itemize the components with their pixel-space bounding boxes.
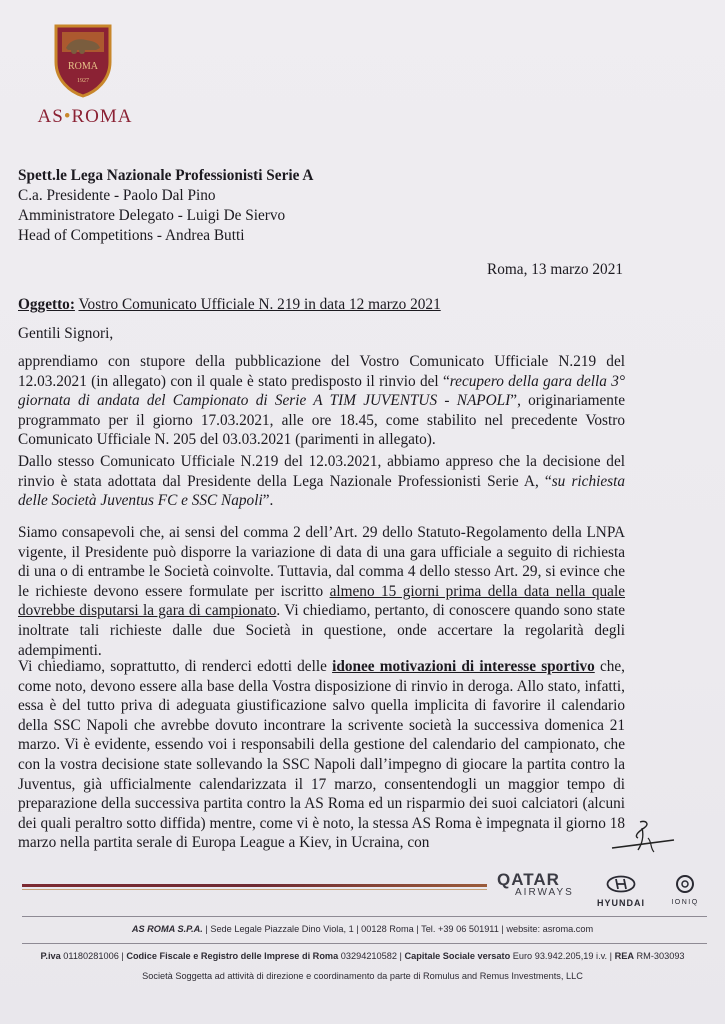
footer-company-line: AS ROMA S.P.A. | Sede Legale Piazzale Dino Viola, 1 | 00128 Roma | Tel. +39 06 501911 | website: asroma.com	[131, 924, 594, 934]
ioniq-label: IONIQ	[671, 899, 699, 906]
footer-divider	[22, 916, 707, 917]
ioniq-logo-icon	[660, 874, 710, 906]
greeting: Gentili Signori,	[18, 325, 114, 342]
paragraph-1: apprendiamo con stupore della pubblicazione del Vostro Comunicato Ufficiale N.219 del 12.03.2021 (in allegato) con il quale è stato predisposto il rinvio del “recupero della gara della 3° giornata di andata del Campionato di Serie A TIM JUVENTUS - NAPOLI”, originariamente programmato per il giorno 17.03.2021, alle ore 18.45, come stabilito nel precedente Vostro Comunicato Ufficiale N. 205 del 03.03.2021 (parimenti in allegato).	[18, 353, 626, 449]
subject-line	[18, 296, 441, 314]
addressee-line: Head of Competitions - Andrea Butti	[18, 227, 245, 244]
paragraph-3: Siamo consapevoli che, ai sensi del comma 2 dell’Art. 29 dello Statuto-Regolamento della LNPA vigente, il Presidente può disporre la variazione di data di una gara ufficiale a seguito di richiesta di una o di entrambe le Società coinvolte. Tuttavia, dal comma 4 dello stesso Art. 29, si evince che le richieste devono essere formulate per iscritto almeno 15 giorni prima della data nella quale dovrebbe disputarsi la gara di campionato. Vi chiediamo, pertanto, di conoscere quando sono state inoltrate tali richieste dalle due Società in questione, onde accertare la regolarità degli adempimenti.	[18, 524, 625, 659]
footer-rule-thin	[22, 889, 487, 890]
letter-date: Roma, 13 marzo 2021	[487, 261, 623, 278]
addressee-line: Amministratore Delegato - Luigi De Siervo	[18, 207, 286, 224]
svg-text:1927: 1927	[77, 78, 89, 84]
brand-wordmark: AS•ROMA	[37, 106, 133, 127]
addressee-line: C.a. Presidente - Paolo Dal Pino	[18, 187, 216, 204]
paragraph-4: Vi chiediamo, soprattutto, di renderci edotti delle idonee motivazioni di interesse sportivo che, come noto, devono essere alla base della Vostra disposizione di rinvio in deroga. Allo stato, infatti, essa è del tutto priva di adeguata giustificazione salvo quella implicita di favorire il calendario della SSC Napoli che avrebbe dovuto incontrare la scrivente società la successiva domenica 21 marzo. Vi è evidente, essendo voi i responsabili della gestione del calendario del campionato, che con la vostra decisione state sollevando la SSC Napoli dall’impegno di giocare la partita contro la Juventus, già ufficialmente calendarizzata il 17 marzo, consentendogli un maggior tempo di preparazione della successiva partita contro la AS Roma ed un risparmio dei suoi calciatori (alcuni dei quali peraltro sotto diffida) mentre, come vi è noto, la stessa AS Roma è impegnata il giorno 18 marzo nella partita serale di Europa League a Kiev, in Ucraina, con	[18, 658, 625, 852]
qatar-airways-logo-icon: QATAR AIRWAYS	[497, 870, 574, 898]
svg-text:ROMA: ROMA	[67, 61, 99, 72]
hyundai-logo-icon	[595, 875, 647, 908]
addressee-block	[18, 166, 313, 246]
footer-registry-line: P.iva 01180281006 | Codice Fiscale e Registro delle Imprese di Roma 03294210582 | Capitale Sociale versato Euro 93.942.205,19 i.v. | REA RM-303093	[40, 951, 685, 961]
footer-ownership-line: Società Soggetta ad attività di direzione e coordinamento da parte di Romulus and Remus Investments, LLC	[142, 971, 583, 981]
as-roma-crest-icon	[52, 22, 114, 98]
subject-label: Oggetto:	[18, 296, 75, 313]
footer-divider	[22, 943, 707, 944]
hyundai-label: HYUNDAI	[596, 898, 645, 908]
addressee-line: Spett.le Lega Nazionale Professionisti Serie A	[18, 167, 314, 184]
paragraph-2: Dallo stesso Comunicato Ufficiale N.219 del 12.03.2021, abbiamo appreso che la decisione del rinvio è stata adottata dal Presidente della Lega Nazionale Professionisti Serie A, “su richiesta delle Società Juventus FC e SSC Napoli”.	[18, 453, 625, 510]
footer-rule	[22, 884, 487, 887]
handwritten-signature-icon	[608, 818, 678, 864]
subject-text: Vostro Comunicato Ufficiale N. 219 in data 12 marzo 2021	[78, 296, 441, 313]
